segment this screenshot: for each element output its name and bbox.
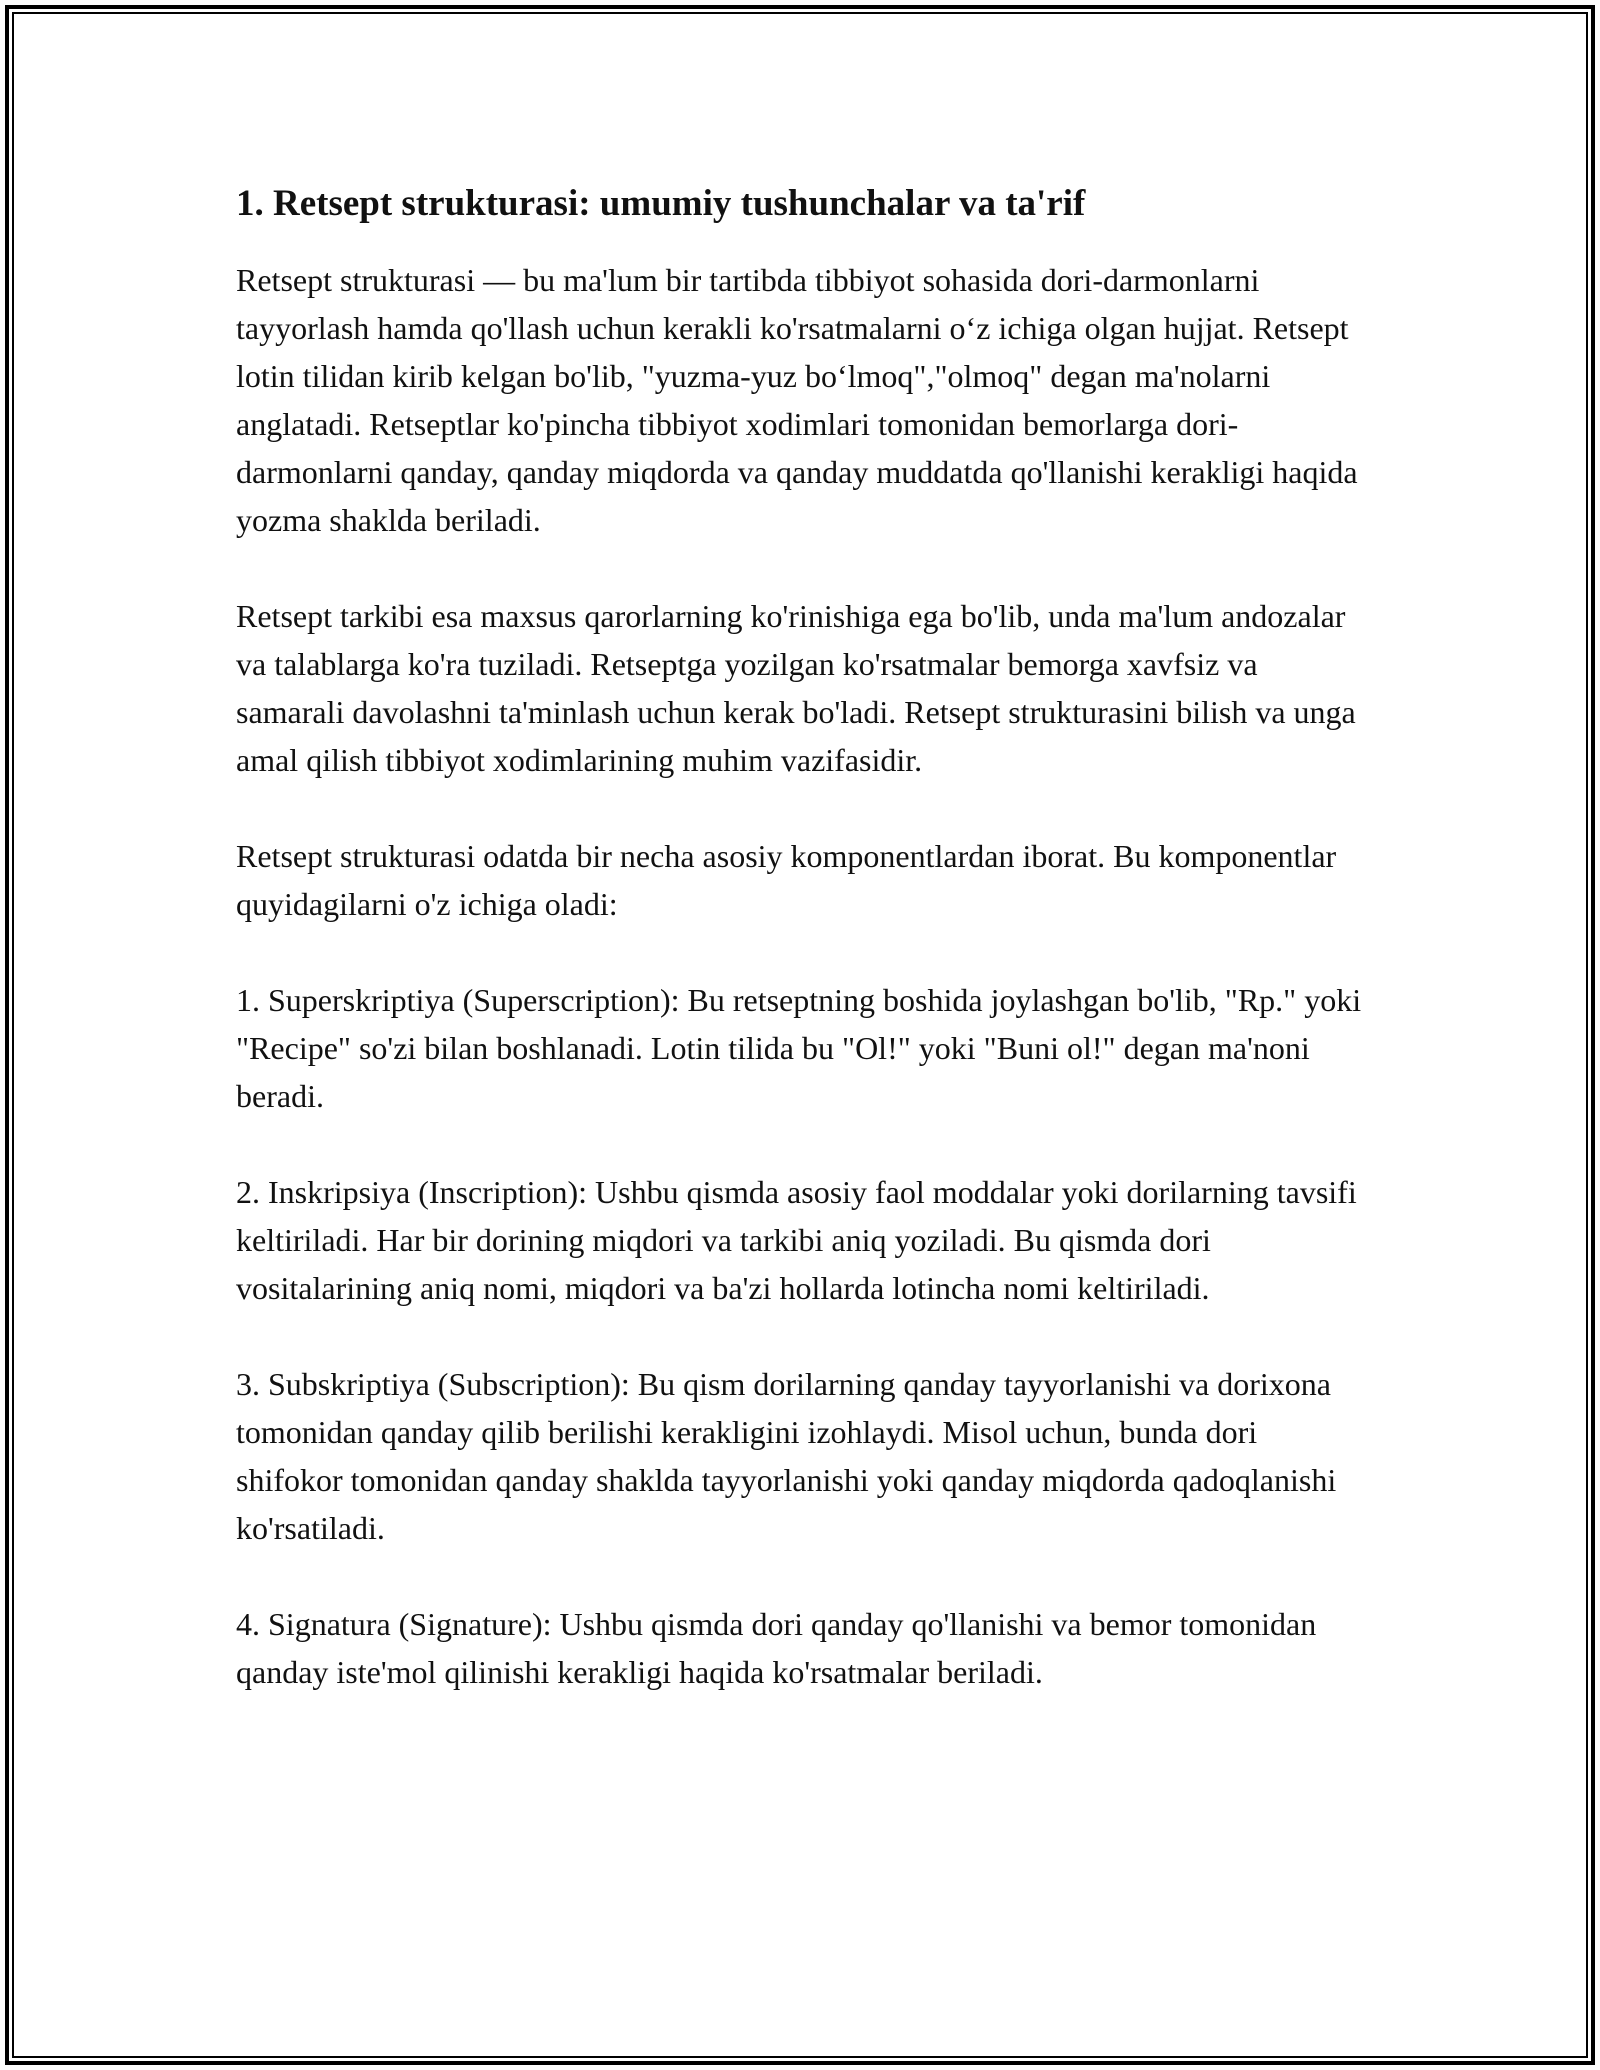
paragraph-definition: Retsept strukturasi — bu ma'lum bir tartibda tibbiyot sohasida dori-darmonlarni tayyorlash hamda qo'llash uchun kerakli ko'rsatmalarni o‘z ichiga olgan hujjat. Retsept lotin tilidan kirib kelgan bo'lib, "yuzma-yuz bo‘lmoq","olmoq" degan ma'nolarni anglatadi. Retseptlar ko'pincha tibbiyot xodimlari tomonidan bemorlarga dori-darmonlarni qanday, qanday miqdorda va qanday muddatda qo'llanishi kerakligi haqida yozma shaklda beriladi. xyxy=(236,262,1358,539)
paragraph-signature: 4. Signatura (Signature): Ushbu qismda dori qanday qo'llanishi va bemor tomonidan qanday iste'mol qilinishi kerakligi haqida ko'rsatmalar beriladi. xyxy=(236,1606,1317,1691)
paragraph-inscription: 2. Inskripsiya (Inscription): Ushbu qismda asosiy faol moddalar yoki dorilarning tavsifi keltiriladi. Har bir dorining miqdori va tarkibi aniq yoziladi. Bu qismda dori vositalarining aniq nomi, miqdori va ba'zi hollarda lotincha nomi keltiriladi. xyxy=(236,1174,1357,1307)
paragraph-composition: Retsept tarkibi esa maxsus qarorlarning ko'rinishiga ega bo'lib, unda ma'lum andozalar va talablarga ko'ra tuziladi. Retseptga yozilgan ko'rsatmalar bemorga xavfsiz va samarali davolashni ta'minlash uchun kerak bo'ladi. Retsept strukturasini bilish va unga amal qilish tibbiyot xodimlarining muhim vazifasidir. xyxy=(236,598,1356,779)
paragraph-superscription: 1. Superskriptiya (Superscription): Bu retseptning boshida joylashgan bo'lib, "Rp." yoki "Recipe" so'zi bilan boshlanadi. Lotin tilida bu "Ol!" yoki "Buni ol!" degan ma'noni beradi. xyxy=(236,982,1362,1115)
section-heading: 1. Retsept strukturasi: umumiy tushunchalar va ta'rif xyxy=(236,183,1086,224)
paragraph-components-intro: Retsept strukturasi odatda bir necha asosiy komponentlardan iborat. Bu komponentlar quyidagilarni o'z ichiga oladi: xyxy=(236,838,1337,923)
document-body xyxy=(236,180,1366,1696)
paragraph-subscription: 3. Subskriptiya (Subscription): Bu qism dorilarning qanday tayyorlanishi va dorixona tomonidan qanday qilib berilishi kerakligini izohlaydi. Misol uchun, bunda dori shifokor tomonidan qanday shaklda tayyorlanishi yoki qanday miqdorda qadoqlanishi ko'rsatiladi. xyxy=(236,1366,1337,1547)
